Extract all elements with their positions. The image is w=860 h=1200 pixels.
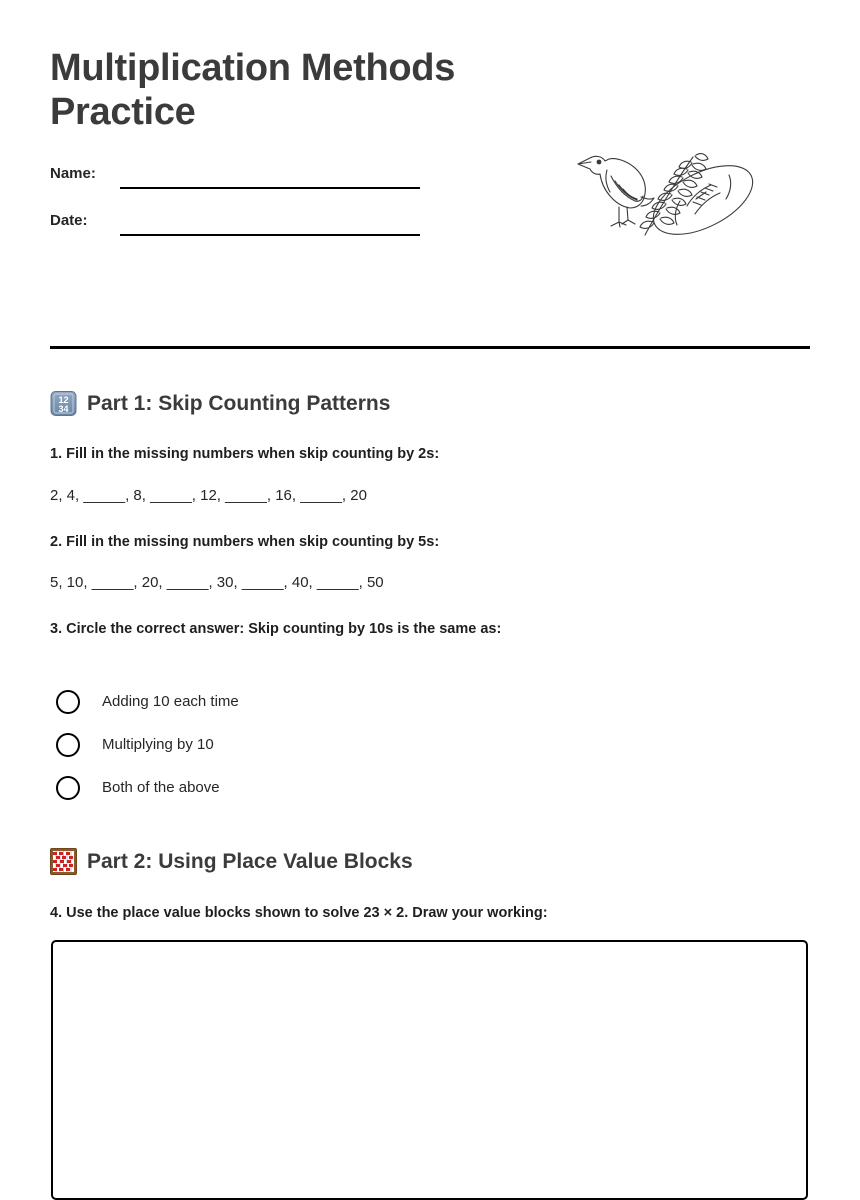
section-heading-part-2 (50, 848, 413, 875)
student-info-fields (50, 160, 450, 254)
date-field-row (50, 207, 450, 254)
option-label-3: Both of the above (102, 779, 220, 796)
question-3-prompt: 3. Circle the correct answer: Skip counting by 10s is the same as: (50, 621, 502, 637)
header-block (50, 46, 520, 134)
icon-digits-bottom: 34 (58, 404, 69, 414)
name-field-label: Name: (50, 165, 96, 182)
input-numbers-icon (50, 390, 77, 417)
bird-icon (578, 156, 654, 227)
option-row-1[interactable] (56, 680, 556, 723)
section-divider (50, 346, 810, 349)
option-row-3[interactable] (56, 766, 556, 809)
question-4-prompt: 4. Use the place value blocks shown to solve 23 × 2. Draw your working: (50, 905, 548, 921)
fern-icon (640, 154, 708, 235)
question-2-answer-line[interactable]: 5, 10, _____, 20, _____, 30, _____, 40, _____, 50 (50, 574, 384, 591)
question-1-prompt: 1. Fill in the missing numbers when skip counting by 2s: (50, 446, 440, 462)
radio-circle-icon[interactable] (56, 776, 80, 800)
question-4-working-area[interactable] (51, 940, 808, 1200)
section-title-part-1: Part 1: Skip Counting Patterns (87, 391, 391, 415)
radio-circle-icon[interactable] (56, 690, 80, 714)
date-input-line[interactable] (120, 234, 420, 236)
section-title-part-2: Part 2: Using Place Value Blocks (87, 849, 413, 873)
name-field-row (50, 160, 450, 207)
question-2-prompt: 2. Fill in the missing numbers when skip counting by 5s: (50, 534, 440, 550)
question-1-answer-line[interactable]: 2, 4, _____, 8, _____, 12, _____, 16, _____, 20 (50, 487, 367, 504)
name-input-line[interactable] (120, 187, 420, 189)
section-heading-part-1 (50, 390, 390, 417)
option-row-2[interactable] (56, 723, 556, 766)
decorative-illustration (575, 140, 765, 240)
option-label-2: Multiplying by 10 (102, 736, 214, 753)
abacus-icon (50, 848, 77, 875)
question-3-options (56, 680, 556, 809)
icon-digits-top: 12 (58, 395, 69, 406)
page-title: Multiplication Methods Practice (50, 47, 456, 133)
option-label-1: Adding 10 each time (102, 693, 239, 710)
date-field-label: Date: (50, 212, 88, 229)
radio-circle-icon[interactable] (56, 733, 80, 757)
